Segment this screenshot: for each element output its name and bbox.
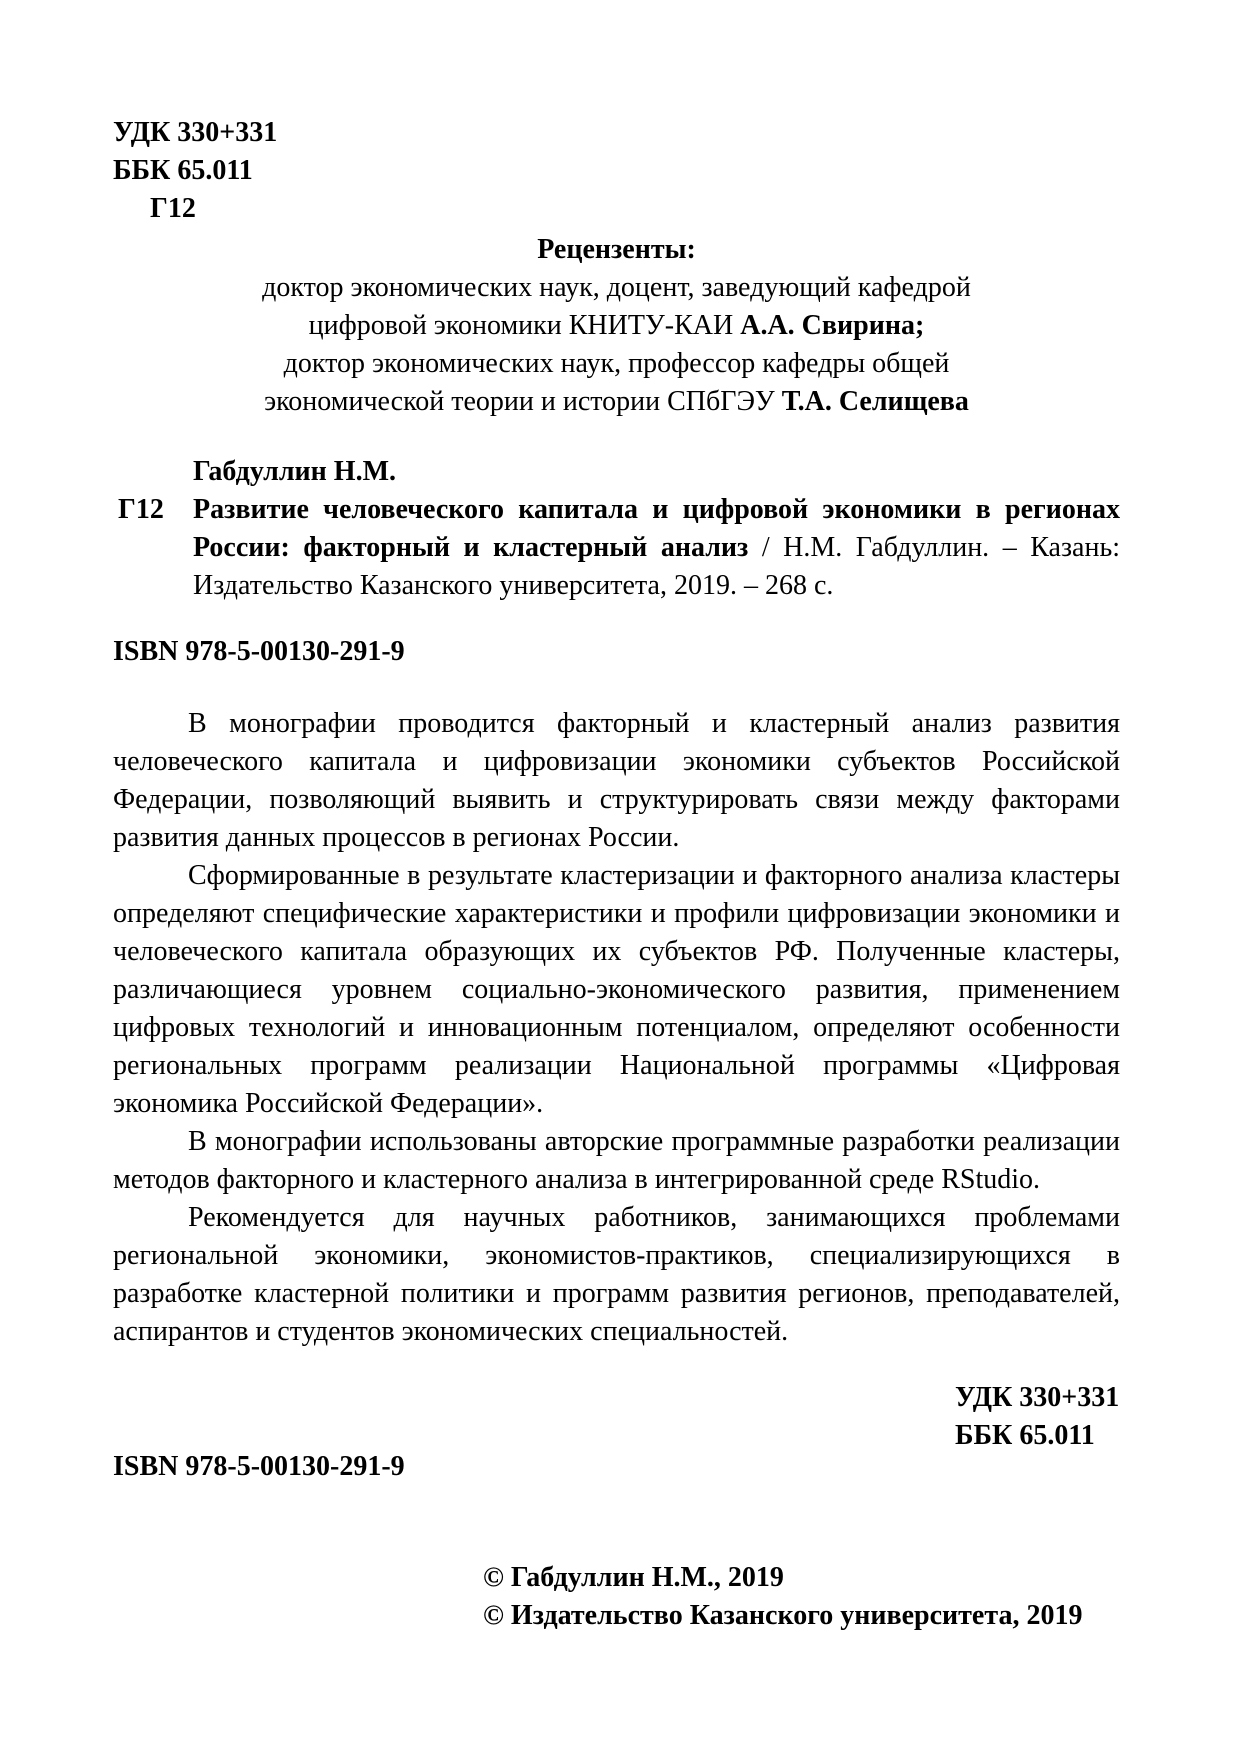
annotation-block bbox=[113, 705, 1120, 1351]
annotation-paragraph: Сформированные в результате кластеризации и факторного анализа кластеры определяют специфические характеристики и профили цифровизации экономики и человеческого капитала образующих их субъектов РФ. Полученные кластеры, различающиеся уровнем социально-экономического развития, применением цифровых технологий и инновационным потенциалом, определяют особенности региональных программ реализации Национальной программы «Цифровая экономика Российской Федерации». bbox=[113, 860, 1120, 1119]
reviewers-block bbox=[113, 231, 1120, 421]
author-name: Габдуллин Н.М. bbox=[193, 456, 397, 487]
book-title: Развитие человеческого капитала и цифровой экономики в регионах России: факторный и кластерный анализ bbox=[193, 494, 1120, 563]
reviewer-name: Т.А. Селищева bbox=[781, 386, 969, 417]
footer-bbk-code: ББК 65.011 bbox=[955, 1420, 1095, 1451]
reviewer-line bbox=[113, 345, 1120, 383]
reviewer-name: А.А. Свирина; bbox=[740, 310, 925, 341]
annotation-paragraph: Рекомендуется для научных работников, занимающихся проблемами региональной экономики, экономистов-практиков, специализирующихся в разработке кластерной политики и программ развития регионов, преподавателей, аспирантов и студентов экономических специальностей. bbox=[113, 1202, 1120, 1347]
catalog-entry-block bbox=[113, 453, 1120, 605]
reviewer-line-text: доктор экономических наук, профессор кафедры общей bbox=[283, 348, 950, 379]
reviewers-heading: Рецензенты: bbox=[537, 234, 696, 265]
catalog-entry-code: Г12 bbox=[118, 494, 164, 525]
footer-udk-code: УДК 330+331 bbox=[955, 1382, 1120, 1413]
annotation-paragraph: В монографии использованы авторские программные разработки реализации методов факторного и кластерного анализа в интегрированной среде RStudio. bbox=[113, 1126, 1120, 1195]
top-classification-codes bbox=[113, 114, 277, 228]
catalog-entry-tail: / Н.М. Габдуллин. – Казань: Издательство Казанского университета, 2019. – 268 с. bbox=[193, 532, 1120, 601]
isbn-top: ISBN 978-5-00130-291-9 bbox=[113, 636, 405, 667]
copyright-block bbox=[483, 1559, 1082, 1635]
udk-code: УДК 330+331 bbox=[113, 117, 278, 148]
reviewer-line-text: доктор экономических наук, доцент, заведующий кафедрой bbox=[262, 272, 971, 303]
catalog-letter-code: Г12 bbox=[150, 193, 196, 224]
bbk-code: ББК 65.011 bbox=[113, 155, 253, 186]
catalog-entry bbox=[113, 491, 1120, 605]
reviewer-line-text: экономической теории и истории СПбГЭУ bbox=[264, 386, 782, 417]
reviewer-line-text: цифровой экономики КНИТУ-КАИ bbox=[308, 310, 741, 341]
reviewer-line bbox=[113, 383, 1120, 421]
reviewer-line bbox=[113, 307, 1120, 345]
copyright-line-publisher: © Издательство Казанского университета, 2019 bbox=[483, 1600, 1083, 1631]
reviewer-line bbox=[113, 269, 1120, 307]
copyright-line-author: © Габдуллин Н.М., 2019 bbox=[483, 1562, 784, 1593]
footer-classification-codes bbox=[955, 1379, 1119, 1455]
isbn-bottom: ISBN 978-5-00130-291-9 bbox=[113, 1451, 405, 1482]
annotation-paragraph: В монографии проводится факторный и кластерный анализ развития человеческого капитала и цифровизации экономики субъектов Российской Федерации, позволяющий выявить и структурировать связи между факторами развития данных процессов в регионах России. bbox=[113, 708, 1120, 853]
